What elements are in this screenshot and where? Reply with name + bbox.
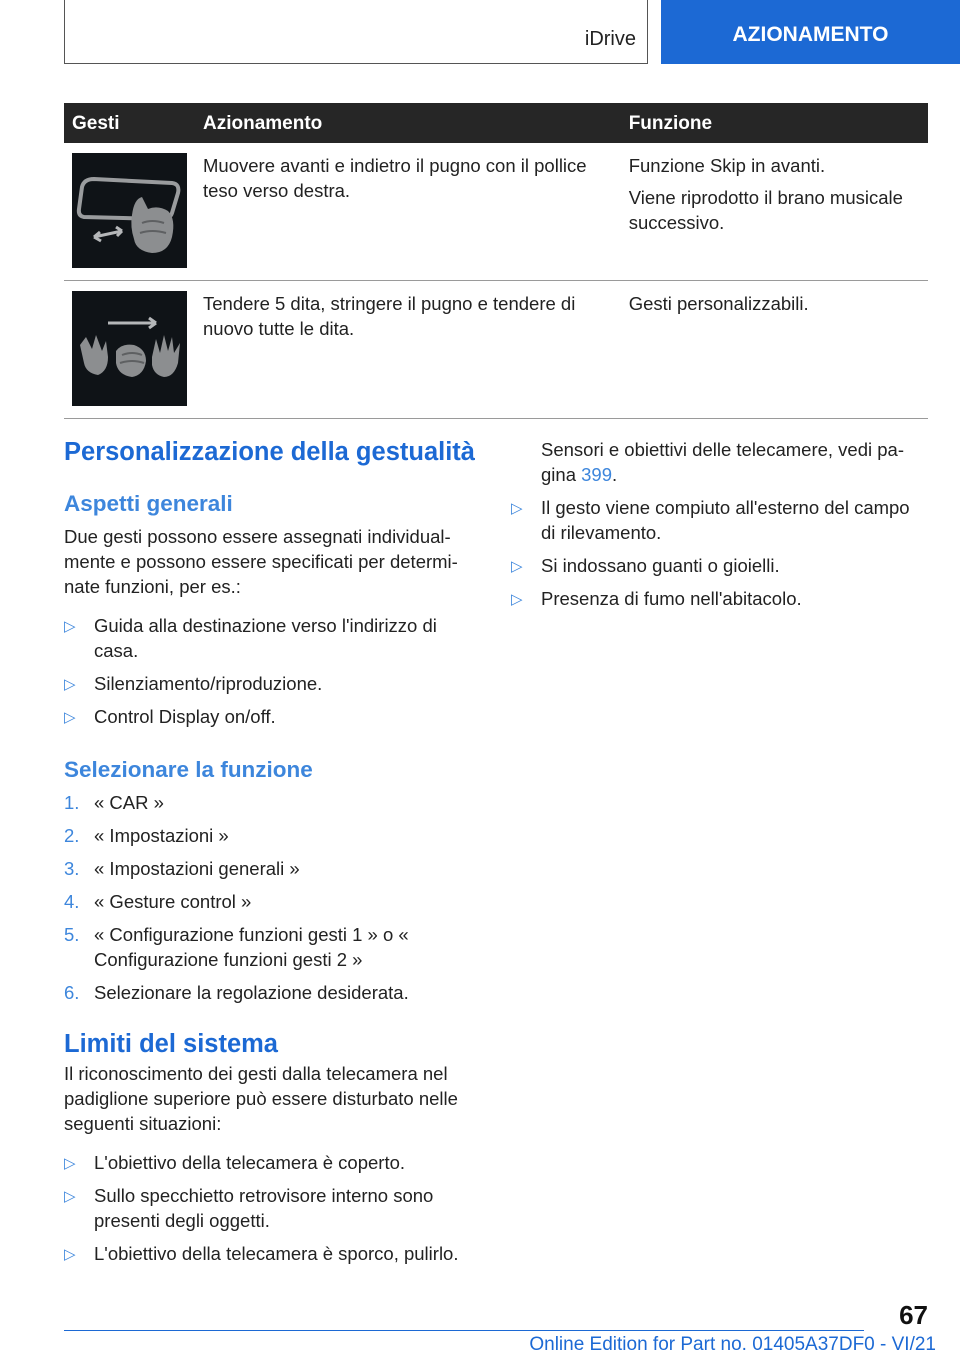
step-item: [64, 889, 478, 914]
page-number: 67: [899, 1300, 928, 1330]
function-text: Viene riprodotto il brano musicale successivo.: [628, 187, 903, 233]
list-item: [511, 586, 928, 611]
action-cell: [195, 143, 621, 281]
step-number: 1.: [64, 792, 80, 813]
limits-paragraph: Il riconoscimento dei gesti dalla telecamera nel padiglione superiore può essere disturbato nelle seguenti situazioni:: [64, 1063, 458, 1134]
header-funzione: Funzione: [621, 103, 928, 143]
step-number: 2.: [64, 825, 80, 846]
function-cell: [621, 281, 928, 419]
steps-list: [64, 790, 478, 1005]
section-tab[interactable]: AZIONAMENTO: [661, 0, 960, 64]
limits-list-continued: [511, 495, 928, 611]
list-item-text: Control Display on/off.: [94, 706, 276, 727]
general-paragraph: Due gesti possono essere assegnati individualmente e possono essere specificati per determinate funzioni, per es.:: [64, 526, 458, 597]
step-item: [64, 823, 478, 848]
bullet-triangle-icon: ▷: [64, 618, 76, 635]
bullet-triangle-icon: ▷: [64, 1188, 76, 1205]
bullet-triangle-icon: ▷: [64, 676, 76, 693]
list-item-text: Si indossano guanti o gioielli.: [541, 555, 780, 576]
list-item: [511, 495, 928, 545]
general-list: [64, 613, 478, 729]
gestures-table: [64, 103, 928, 419]
list-item: [64, 1183, 478, 1233]
step-number: 6.: [64, 982, 80, 1003]
list-item-text: Presenza di fumo nell'abitacolo.: [541, 588, 802, 609]
edition-footer: Online Edition for Part no. 01405A37DF0 - VI/21: [529, 1334, 936, 1355]
step-text: « Impostazioni generali »: [94, 858, 300, 879]
gesture-open-fist-open-icon: [72, 291, 187, 406]
left-column: [64, 437, 478, 1266]
bullet-triangle-icon: ▷: [511, 558, 523, 575]
continued-end: .: [612, 464, 618, 485]
action-text: Muovere avanti e indietro il pugno con il pollice teso verso destra.: [203, 155, 587, 201]
table-row: [64, 143, 928, 281]
continued-paragraph: [517, 437, 928, 487]
step-text: « CAR »: [94, 792, 164, 813]
step-item: [64, 856, 478, 881]
select-function-heading: Selezionare la funzione: [64, 757, 313, 782]
table-header-row: [64, 103, 928, 143]
action-cell: [195, 281, 621, 419]
gesture-image-cell: [64, 143, 195, 281]
step-text: « Gesture control »: [94, 891, 252, 912]
continued-text: Sensori e obiettivi delle telecamere, vedi pagina: [541, 439, 905, 485]
list-item-text: Il gesto viene compiuto all'esterno del campo di rilevamento.: [541, 497, 910, 543]
step-item: [64, 790, 478, 815]
bullet-triangle-icon: ▷: [511, 500, 523, 517]
bullet-triangle-icon: ▷: [64, 709, 76, 726]
step-item: [64, 980, 478, 1005]
bullet-triangle-icon: ▷: [64, 1155, 76, 1172]
header-azionamento: Azionamento: [195, 103, 621, 143]
step-item: [64, 922, 478, 972]
gesture-thumb-swipe-icon: [72, 153, 187, 268]
list-item: [64, 613, 478, 663]
right-column: [511, 437, 928, 611]
function-cell: [621, 143, 928, 281]
bullet-triangle-icon: ▷: [511, 591, 523, 608]
list-item-text: Guida alla destinazione verso l'indirizzo di casa.: [94, 615, 437, 661]
limits-list: [64, 1150, 478, 1266]
step-number: 3.: [64, 858, 80, 879]
footer-divider: [64, 1330, 864, 1331]
list-item-text: L'obiettivo della telecamera è sporco, pulirlo.: [94, 1243, 459, 1264]
function-text: Funzione Skip in avanti.: [628, 155, 826, 176]
list-item-text: L'obiettivo della telecamera è coperto.: [94, 1152, 406, 1173]
bullet-triangle-icon: ▷: [64, 1246, 76, 1263]
step-text: « Impostazioni »: [94, 825, 229, 846]
limits-heading: Limiti del sistema: [64, 1030, 278, 1058]
step-number: 4.: [64, 891, 80, 912]
list-item: [64, 1150, 478, 1175]
personalization-heading: Personalizzazione della gestualità: [64, 438, 475, 466]
step-number: 5.: [64, 924, 80, 945]
chapter-title: iDrive: [584, 28, 636, 50]
list-item: [64, 671, 478, 696]
page-reference-link[interactable]: 399: [581, 464, 612, 485]
function-text: Gesti personalizzabili.: [628, 293, 809, 314]
list-item: [511, 553, 928, 578]
list-item-text: Silenziamento/riproduzione.: [94, 673, 323, 694]
list-item-text: Sullo specchietto retrovisore interno sono presenti degli oggetti.: [94, 1185, 434, 1231]
step-text: « Configurazione funzioni gesti 1 » o « Configurazione funzioni gesti 2 »: [94, 924, 409, 970]
gesture-image-cell: [64, 281, 195, 419]
general-heading: Aspetti generali: [64, 491, 233, 516]
step-text: Selezionare la regolazione desiderata.: [94, 982, 409, 1003]
header-gesti: Gesti: [64, 103, 195, 143]
action-text: Tendere 5 dita, stringere il pugno e tendere di nuovo tutte le dita.: [203, 293, 576, 339]
table-row: [64, 281, 928, 419]
list-item: [64, 1241, 478, 1266]
list-item: [64, 704, 478, 729]
